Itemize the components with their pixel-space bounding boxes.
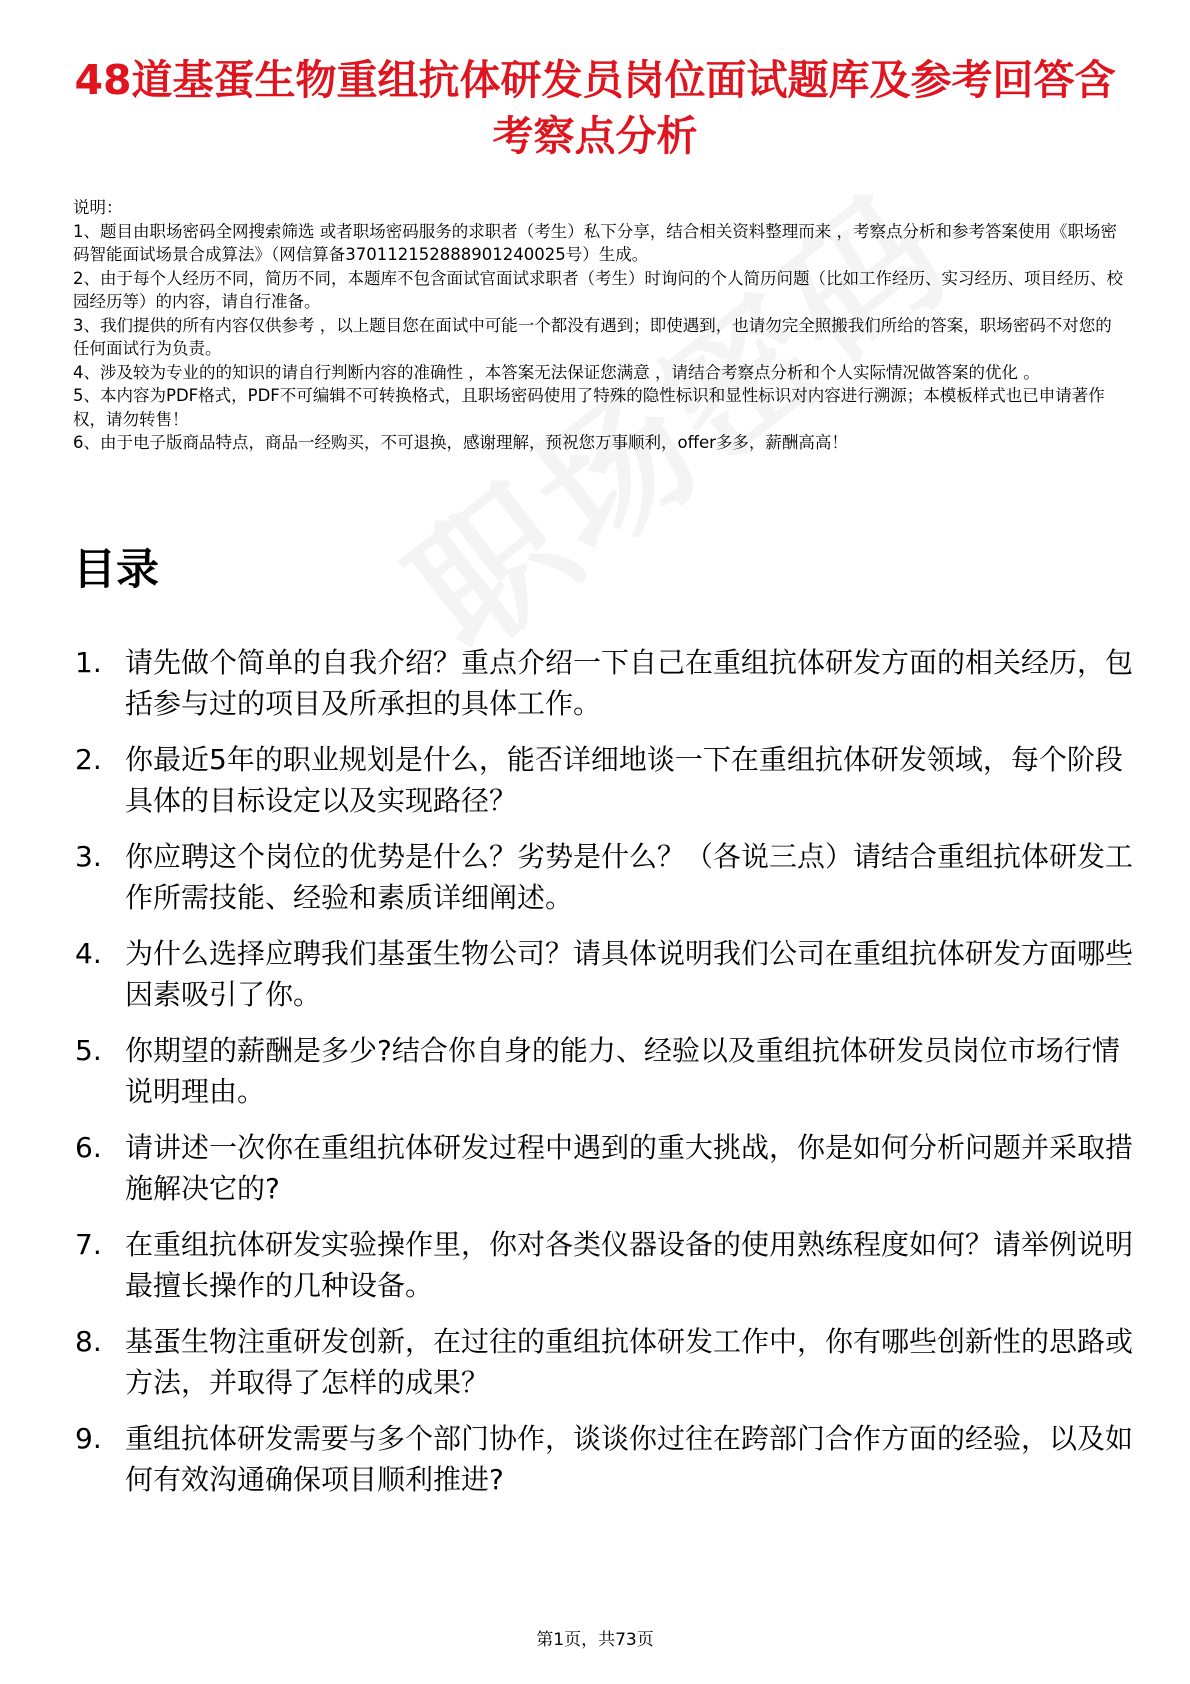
toc-item[interactable] xyxy=(73,836,1133,918)
notes-item-3: 3、我们提供的所有内容仅供参考 ，以上题目您在面试中可能一个都没有遇到；即使遇到，也请勿完全照搬我们所给的答案，职场密码不对您的任何面试行为负责。 xyxy=(73,315,1112,358)
toc-item[interactable] xyxy=(73,933,1133,1015)
toc-item-text: 请先做个简单的自我介绍？重点介绍一下自己在重组抗体研发方面的相关经历，包括参与过的项目及所承担的具体工作。 xyxy=(125,646,1134,720)
toc-item[interactable] xyxy=(73,1418,1133,1500)
notes-item-4: 4、涉及较为专业的的知识的请自行判断内容的准确性 ，本答案无法保证您满意 ，请结合考察点分析和个人实际情况做答案的优化 。 xyxy=(73,362,1040,382)
toc-item[interactable] xyxy=(73,642,1133,724)
toc-heading: 目录 xyxy=(73,545,159,595)
notes-item-6: 6、由于电子版商品特点，商品一经购买，不可退换，感谢理解，预祝您万事顺利，offer多多，薪酬高高！ xyxy=(73,433,848,452)
toc-item-text: 在重组抗体研发实验操作里，你对各类仪器设备的使用熟练程度如何？请举例说明最擅长操作的几种设备。 xyxy=(125,1228,1134,1302)
toc-item-text: 你最近5年的职业规划是什么，能否详细地谈一下在重组抗体研发领域，每个阶段具体的目标设定以及实现路径？ xyxy=(125,743,1123,817)
toc-list xyxy=(73,642,1133,1515)
toc-item-number: 9. xyxy=(75,1422,102,1455)
toc-item[interactable] xyxy=(73,739,1133,821)
toc-item-number: 8. xyxy=(75,1325,102,1358)
toc-item[interactable] xyxy=(73,1127,1133,1209)
toc-item-text: 请讲述一次你在重组抗体研发过程中遇到的重大挑战，你是如何分析问题并采取措施解决它的? xyxy=(125,1131,1134,1205)
toc-item-number: 6. xyxy=(75,1131,102,1164)
toc-item-number: 1. xyxy=(75,646,102,679)
toc-item-number: 5. xyxy=(75,1034,102,1067)
toc-item-number: 7. xyxy=(75,1228,102,1261)
notes-item-2: 2、由于每个人经历不同，简历不同，本题库不包含面试官面试求职者（考生）时询问的个人简历问题（比如工作经历、实习经历、项目经历、校园经历等）的内容，请自行准备。 xyxy=(73,268,1123,311)
toc-item-text: 你应聘这个岗位的优势是什么？劣势是什么？（各说三点）请结合重组抗体研发工作所需技能、经验和素质详细阐述。 xyxy=(125,840,1134,914)
notes-item-5: 5、本内容为PDF格式，PDF不可编辑不可转换格式，且职场密码使用了特殊的隐性标识和显性标识对内容进行溯源；本模板样式也已申请著作权，请勿转售！ xyxy=(73,386,1105,429)
toc-item-number: 2. xyxy=(75,743,102,776)
toc-item-text: 你期望的薪酬是多少?结合你自身的能力、经验以及重组抗体研发员岗位市场行情说明理由。 xyxy=(125,1034,1120,1108)
toc-item-number: 3. xyxy=(75,840,102,873)
toc-item[interactable] xyxy=(73,1224,1133,1306)
toc-item-text: 基蛋生物注重研发创新，在过往的重组抗体研发工作中，你有哪些创新性的思路或方法，并取得了怎样的成果？ xyxy=(125,1325,1134,1399)
toc-item-text: 为什么选择应聘我们基蛋生物公司？请具体说明我们公司在重组抗体研发方面哪些因素吸引了你。 xyxy=(125,937,1134,1011)
notes-section xyxy=(73,196,1123,455)
document-title: 48道基蛋生物重组抗体研发员岗位面试题库及参考回答含考察点分析 xyxy=(74,56,1116,160)
notes-heading: 说明： xyxy=(73,198,123,217)
toc-item-text: 重组抗体研发需要与多个部门协作，谈谈你过往在跨部门合作方面的经验，以及如何有效沟通确保项目顺利推进? xyxy=(125,1422,1134,1496)
toc-item[interactable] xyxy=(73,1321,1133,1403)
page-footer: 第1页，共73页 xyxy=(536,1630,654,1650)
notes-item-1: 1、题目由职场密码全网搜索筛选 或者职场密码服务的求职者（考生）私下分享，结合相关资料整理而来 ，考察点分析和参考答案使用《职场密码智能面试场景合成算法》（网信算备370112152888901240025号）生成。 xyxy=(73,221,1117,264)
toc-item-number: 4. xyxy=(75,937,102,970)
toc-item[interactable] xyxy=(73,1030,1133,1112)
